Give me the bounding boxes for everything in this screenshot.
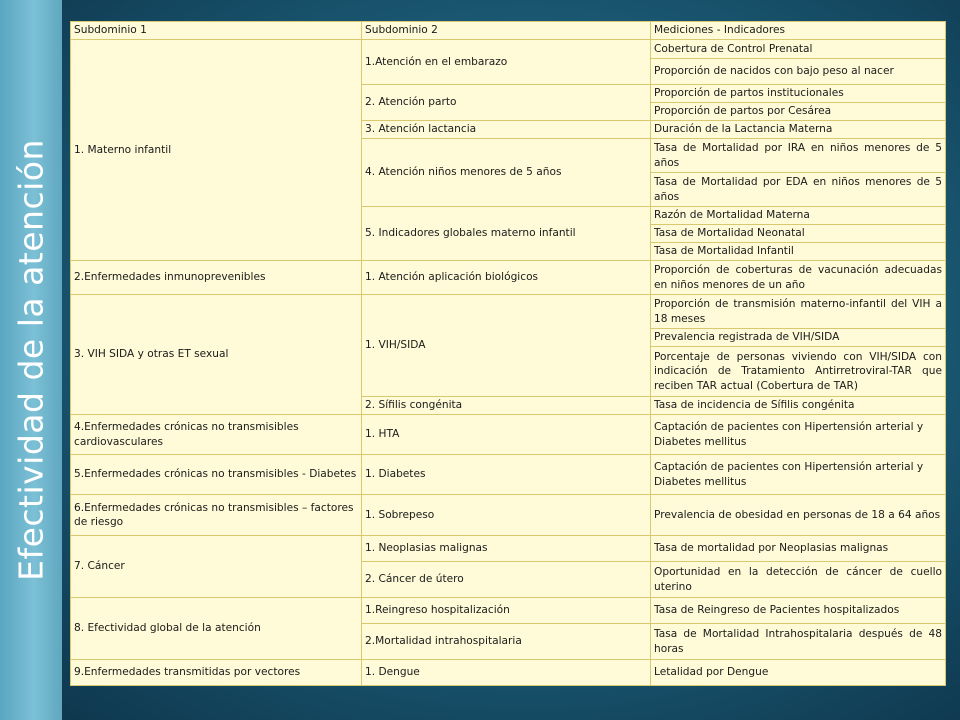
subdominio-2-cell: 1. VIH/SIDA xyxy=(362,295,651,397)
table-row xyxy=(71,455,946,495)
indicator-cell: Porcentaje de personas viviendo con VIH/SIDA con indicación de Tratamiento Antirretroviral-TAR que reciben TAR actual (Cobertura de TAR) xyxy=(651,347,946,397)
subdominio-2-cell: 1. Neoplasias malignas xyxy=(362,536,651,562)
subdominio-2-cell: 2. Cáncer de útero xyxy=(362,562,651,598)
indicators-table xyxy=(70,21,946,686)
table-header-row xyxy=(71,22,946,40)
subdominio-2-cell: 2.Mortalidad intrahospitalaria xyxy=(362,624,651,660)
table-row xyxy=(71,495,946,536)
header-subdominio-2: Subdominio 2 xyxy=(362,22,651,40)
indicator-cell: Proporción de partos por Cesárea xyxy=(651,103,946,121)
subdominio-1-cell: 9.Enfermedades transmitidas por vectores xyxy=(71,660,362,686)
indicator-cell: Tasa de Mortalidad Neonatal xyxy=(651,225,946,243)
table-row xyxy=(71,660,946,686)
subdominio-2-cell: 2. Atención parto xyxy=(362,85,651,121)
subdominio-2-cell: 2. Sífilis congénita xyxy=(362,397,651,415)
header-subdominio-1: Subdominio 1 xyxy=(71,22,362,40)
indicator-cell: Proporción de transmisión materno-infantil del VIH a 18 meses xyxy=(651,295,946,329)
subdominio-1-cell: 5.Enfermedades crónicas no transmisibles - Diabetes xyxy=(71,455,362,495)
subdominio-1-cell: 2.Enfermedades inmunoprevenibles xyxy=(71,261,362,295)
table-row xyxy=(71,295,946,329)
subdominio-2-cell: 1. HTA xyxy=(362,415,651,455)
indicator-cell: Tasa de Mortalidad por IRA en niños menores de 5 años xyxy=(651,139,946,173)
indicator-cell: Tasa de Mortalidad por EDA en niños menores de 5 años xyxy=(651,173,946,207)
subdominio-2-cell: 1.Reingreso hospitalización xyxy=(362,598,651,624)
slide-title: Efectividad de la atención xyxy=(11,139,51,581)
subdominio-1-cell: 1. Materno infantil xyxy=(71,40,362,261)
table-row xyxy=(71,261,946,295)
subdominio-2-cell: 1.Atención en el embarazo xyxy=(362,40,651,85)
subdominio-2-cell: 1. Dengue xyxy=(362,660,651,686)
indicator-cell: Tasa de Mortalidad Intrahospitalaria después de 48 horas xyxy=(651,624,946,660)
indicator-cell: Prevalencia registrada de VIH/SIDA xyxy=(651,329,946,347)
table-row xyxy=(71,598,946,624)
indicator-cell: Cobertura de Control Prenatal xyxy=(651,40,946,59)
indicator-cell: Prevalencia de obesidad en personas de 18 a 64 años xyxy=(651,495,946,536)
indicator-cell: Tasa de Reingreso de Pacientes hospitalizados xyxy=(651,598,946,624)
indicator-cell: Proporción de coberturas de vacunación adecuadas en niños menores de un año xyxy=(651,261,946,295)
subdominio-2-cell: 5. Indicadores globales materno infantil xyxy=(362,207,651,261)
table-row xyxy=(71,40,946,59)
indicator-cell: Tasa de Mortalidad Infantil xyxy=(651,243,946,261)
indicator-cell: Tasa de mortalidad por Neoplasias malignas xyxy=(651,536,946,562)
indicator-cell: Razón de Mortalidad Materna xyxy=(651,207,946,225)
side-title-bar xyxy=(0,0,62,720)
subdominio-2-cell: 1. Diabetes xyxy=(362,455,651,495)
subdominio-1-cell: 4.Enfermedades crónicas no transmisibles cardiovasculares xyxy=(71,415,362,455)
subdominio-1-cell: 8. Efectividad global de la atención xyxy=(71,598,362,660)
indicator-cell: Proporción de nacidos con bajo peso al nacer xyxy=(651,59,946,85)
indicator-cell: Tasa de incidencia de Sífilis congénita xyxy=(651,397,946,415)
subdominio-2-cell: 3. Atención lactancia xyxy=(362,121,651,139)
table-row xyxy=(71,415,946,455)
subdominio-2-cell: 1. Sobrepeso xyxy=(362,495,651,536)
subdominio-1-cell: 7. Cáncer xyxy=(71,536,362,598)
indicator-cell: Captación de pacientes con Hipertensión arterial y Diabetes mellitus xyxy=(651,455,946,495)
table-row xyxy=(71,536,946,562)
indicator-cell: Oportunidad en la detección de cáncer de cuello uterino xyxy=(651,562,946,598)
indicator-cell: Duración de la Lactancia Materna xyxy=(651,121,946,139)
header-mediciones: Mediciones - Indicadores xyxy=(651,22,946,40)
subdominio-2-cell: 4. Atención niños menores de 5 años xyxy=(362,139,651,207)
indicator-cell: Letalidad por Dengue xyxy=(651,660,946,686)
subdominio-1-cell: 6.Enfermedades crónicas no transmisibles – factores de riesgo xyxy=(71,495,362,536)
subdominio-1-cell: 3. VIH SIDA y otras ET sexual xyxy=(71,295,362,415)
indicator-cell: Proporción de partos institucionales xyxy=(651,85,946,103)
subdominio-2-cell: 1. Atención aplicación biológicos xyxy=(362,261,651,295)
indicators-table-container xyxy=(70,21,945,686)
indicator-cell: Captación de pacientes con Hipertensión arterial y Diabetes mellitus xyxy=(651,415,946,455)
